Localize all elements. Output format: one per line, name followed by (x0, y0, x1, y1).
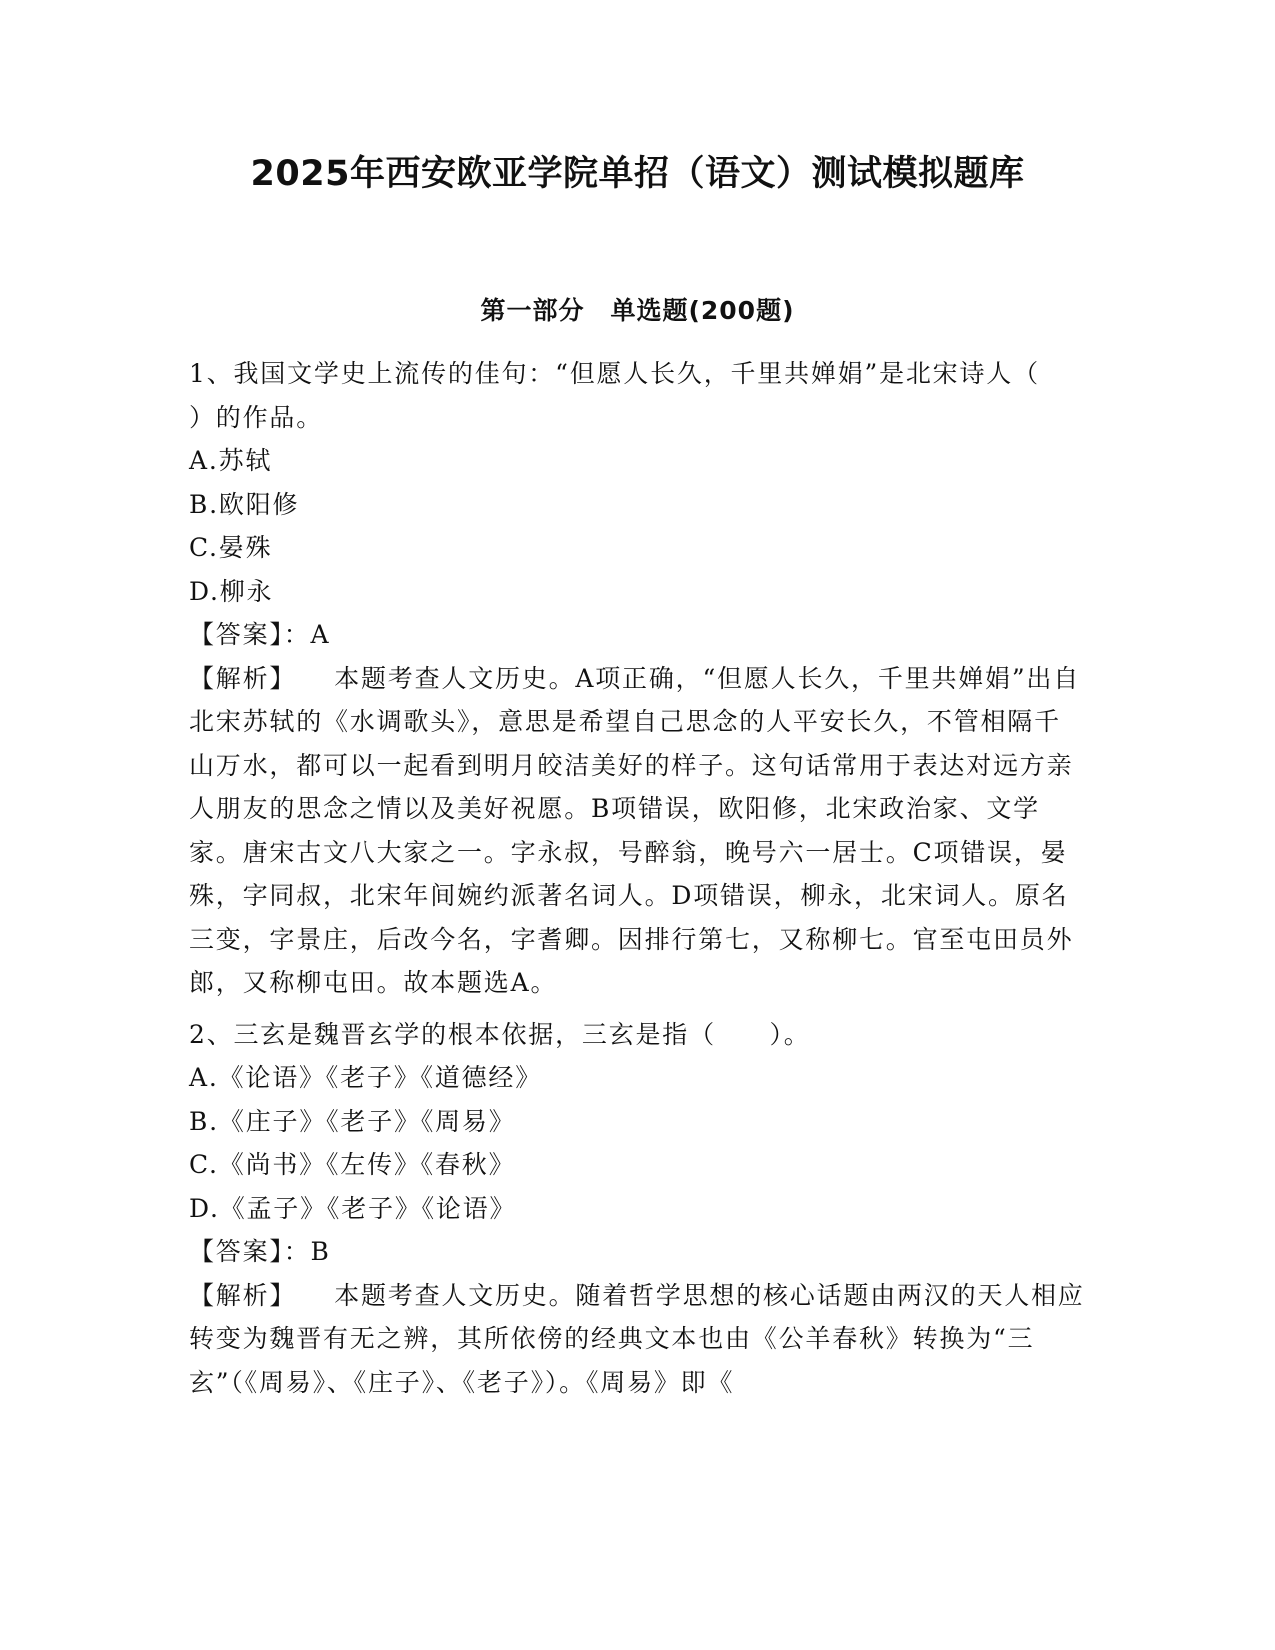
answer-value: A (310, 620, 331, 649)
analysis-text: 本题考查人文历史。随着哲学思想的核心话题由两汉的天人相应转变为魏晋有无之辨，其所依傍的经典文本也由《公羊春秋》转换为“三玄”（《周易》、《庄子》、《老子》）。《周易》即《 (189, 1280, 1085, 1397)
analysis-label: 【解析】 (189, 1280, 297, 1310)
option-b: B.欧阳修 (189, 489, 300, 519)
document-title: 2025年西安欧亚学院单招（语文）测试模拟题库 (250, 154, 1025, 194)
option-b: B.《庄子》《老子》《周易》 (189, 1106, 516, 1136)
analysis-paragraph (189, 657, 1085, 1005)
question-item (189, 1013, 1085, 1405)
section-title: 第一部分 单选题(200题) (480, 296, 795, 325)
question-list (189, 352, 1094, 1404)
option-c: C.晏殊 (189, 533, 273, 562)
question-item (189, 352, 1094, 1005)
answer-label: 【答案】： (189, 620, 311, 649)
analysis-paragraph (189, 1274, 1085, 1405)
analysis-label: 【解析】 (189, 663, 297, 693)
option-d: D.《孟子》《老子》《论语》 (189, 1193, 517, 1223)
question-stem: 2、三玄是魏晋玄学的根本依据，三玄是指（ ）。 (189, 1019, 811, 1049)
question-stem: 1、我国文学史上流传的佳句：“但愿人长久，千里共婵娟”是北宋诗人（ ）的作品。 (189, 359, 1094, 432)
answer-value: B (310, 1237, 331, 1266)
option-a: A.苏轼 (189, 446, 273, 475)
option-c: C.《尚书》《左传》《春秋》 (189, 1150, 516, 1179)
option-a: A.《论语》《老子》《道德经》 (189, 1063, 543, 1092)
answer-line (189, 1230, 1085, 1274)
analysis-text: 本题考查人文历史。A项正确，“但愿人长久，千里共婵娟”出自北宋苏轼的《水调歌头》，意思是希望自己思念的人平安长久，不管相隔千山万水，都可以一起看到明月皎洁美好的样子。这句话常用于表达对远方亲人朋友的思念之情以及美好祝愿。B项错误，欧阳修，北宋政治家、文学家。唐宋古文八大家之一。字永叔，号醉翁，晚号六一居士。C项错误，晏殊，字同叔，北宋年间婉约派著名词人。D项错误，柳永，北宋词人。原名三变，字景庄，后改今名，字耆卿。因排行第七，又称柳七。官至屯田员外郎，又称柳屯田。故本题选A。 (189, 663, 1081, 997)
option-d: D.柳永 (189, 576, 274, 606)
answer-label: 【答案】： (189, 1237, 311, 1266)
answer-line (189, 613, 1085, 657)
